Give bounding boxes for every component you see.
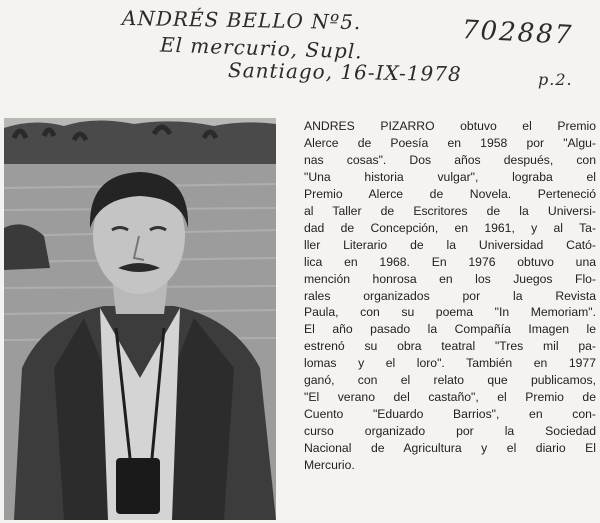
article-line: mención honrosa en los Juegos Flo- [304,271,596,286]
article-line: nas cosas". Dos años después, con [304,152,596,167]
article-line: lica en 1968. En 1976 obtuvo una [304,254,596,269]
article-line: El año pasado la Compañía Imagen le [304,322,596,337]
handwritten-publication-note: El mercurio, Supl. [159,32,364,64]
handwritten-source-note: ANDRÉS BELLO Nº5. [121,5,362,35]
article-line: lomas y el loro". También en 1977 [304,356,596,371]
article-line: "Una historia vulgar", lograba el [304,169,596,184]
article-line: "El verano del castaño", el Premio de [304,390,596,405]
handwritten-page-note: p.2. [538,70,573,89]
handwritten-archive-code: 702887 [461,15,574,51]
article-line: Paula, con su poema "In Memoriam". [304,305,596,320]
article-line: ller Literario de la Universidad Cató- [304,237,596,252]
article-line: Cuento "Eduardo Barrios", en con- [304,407,596,422]
handwritten-date-note: Santiago, 16-IX-1978 [227,57,462,87]
article-line: Mercurio. [304,458,355,473]
article-line: ganó, con el relato que publicamos, [304,373,596,388]
article-body [304,118,596,474]
article-line: dad de Concepción, en 1961, y al Ta- [304,220,596,235]
article-line: al Taller de Escritores de la Universi- [304,203,596,218]
article-line: Premio Alerce de Novela. Perteneció [304,186,596,201]
article-line: curso organizado por la Sociedad [304,424,596,439]
article-line: ANDRES PIZARRO obtuvo el Premio [304,119,596,133]
article-line: Nacional de Agricultura y el diario El [304,441,596,456]
article-line: rales organizados por la Revista [304,288,596,303]
article-line: Alerce de Poesía en 1958 por "Algu- [304,135,596,150]
author-portrait-photo [4,118,276,520]
article-line: estrenó su obra teatral "Tres mil pa- [304,339,596,354]
